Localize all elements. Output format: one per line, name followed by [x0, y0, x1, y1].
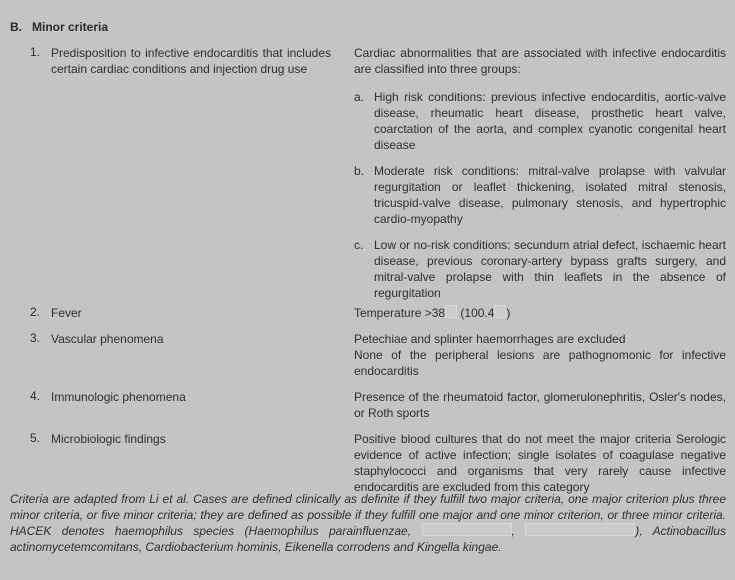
row-line-1: Petechiae and splinter haemorrhages are excluded: [354, 332, 626, 346]
subitem-c: [354, 237, 726, 301]
row-intro: Cardiac abnormalities that are associated with infective endocarditis are classified into three groups:: [354, 46, 726, 76]
footnote-separator: ,: [511, 524, 515, 538]
row-label: Microbiologic findings: [51, 432, 166, 446]
temperature-suffix: ): [506, 306, 511, 320]
missing-text-box: [422, 523, 512, 536]
row-description: [354, 45, 726, 301]
row-description: Positive blood cultures that do not meet the major criteria Serologic evidence of active infection; single isolates of coagulase negative staphylococci and organisms that very rarely cause infective endocarditis are excluded from this category: [354, 432, 726, 494]
row-label: Predisposition to infective endocarditis that includes certain cardiac conditions and injection drug use: [51, 46, 331, 76]
footnote-part-1: Criteria are adapted from Li et al. Cases are defined clinically as definite if they fulfill two major criteria, one major criterion plus three minor criteria, or five minor criteria; they are defined as possible if they fulfill one major and one minor criterion, or three minor criteria. HACEK denotes haemophilus species (Haemophilus parainfluenzae,: [10, 492, 726, 538]
row-number: 1.: [30, 45, 41, 59]
row-number: 5.: [30, 431, 41, 445]
row-number: 3.: [30, 331, 41, 345]
temperature-mid: (100.4: [457, 306, 495, 320]
row-label: Vascular phenomena: [51, 332, 164, 346]
footnote-part-2: ), Actinobacillus actinomycetemcomitans, Cardiobacterium hominis, Eikenella corrodens and Kingella kingae.: [10, 524, 726, 554]
row-number: 2.: [30, 305, 41, 319]
subitem-text: Low or no-risk conditions: secundum atrial defect, ischaemic heart disease, previous coronary-artery bypass grafts surgery, and mitral-valve prolapse with thin leaflets in the absence of regurgitation: [374, 238, 726, 300]
temperature-prefix: Temperature >38: [354, 306, 446, 320]
section-heading: [10, 20, 108, 34]
section-letter: B.: [10, 20, 22, 34]
missing-text-box: [525, 523, 635, 536]
subitem-marker: a.: [354, 90, 365, 104]
row-label: Immunologic phenomena: [51, 390, 186, 404]
footnote: [10, 491, 726, 555]
row-description: [354, 331, 726, 379]
row-description: Presence of the rheumatoid factor, glomerulonephritis, Osler's nodes, or Roth sports: [354, 390, 726, 420]
row-label: Fever: [51, 306, 82, 320]
missing-glyph-box: [494, 305, 506, 318]
section-title: Minor criteria: [32, 20, 109, 34]
missing-glyph-box: [445, 305, 457, 318]
subitem-a: [354, 89, 726, 153]
subitem-b: [354, 163, 726, 227]
subitem-marker: c.: [354, 238, 364, 252]
row-line-2: None of the peripheral lesions are pathognomonic for infective endocarditis: [354, 348, 726, 378]
row-number: 4.: [30, 389, 41, 403]
subitem-marker: b.: [354, 164, 365, 178]
subitem-text: Moderate risk conditions: mitral-valve prolapse with valvular regurgitation or leaflet thickening, isolated mitral stenosis, tricuspid-valve disease, pulmonary stenosis, and hypertrophic cardio-myopathy: [374, 164, 726, 226]
subitem-text: High risk conditions: previous infective endocarditis, aortic-valve disease, rheumatic heart disease, prosthetic heart valve, coarctation of the aorta, and complex cyanotic congenital heart disease: [374, 90, 726, 152]
row-description: [354, 305, 726, 321]
